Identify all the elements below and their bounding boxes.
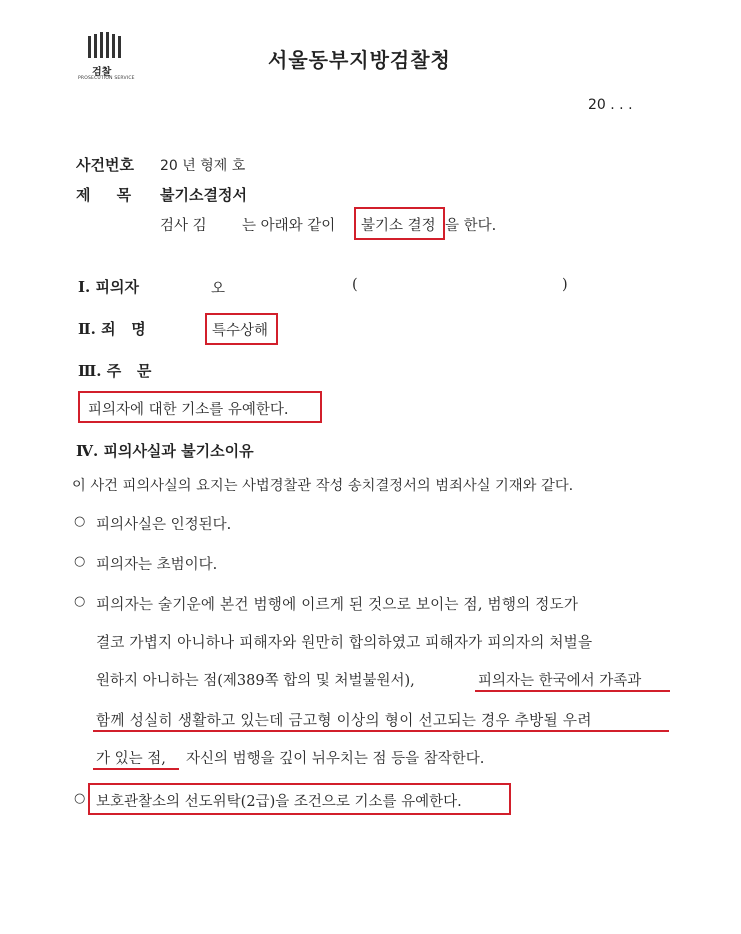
suspect-label: Ⅰ. 피의자 xyxy=(78,278,139,296)
logo-text: 검찰 xyxy=(92,67,112,78)
reasons-label: Ⅳ. 피의사실과 불기소이유 xyxy=(76,442,254,460)
reasons-intro: 이 사건 피의사실의 요지는 사법경찰관 작성 송치결정서의 범죄사실 기재와 같다. xyxy=(72,478,574,494)
bullet-icon: ○ xyxy=(74,594,86,609)
case-number-label: 사건번호 xyxy=(76,156,134,174)
reason-paragraph-line: 결코 가볍지 아니하나 피해자와 원만히 합의하였고 피해자가 피의자의 처벌을 xyxy=(96,634,593,651)
underline-highlight xyxy=(93,768,179,770)
bullet-icon: ○ xyxy=(74,514,86,529)
decision-highlight-box xyxy=(354,207,445,240)
charge-highlight-box xyxy=(205,313,278,345)
reason-paragraph-line-highlighted: 함께 성실히 생활하고 있는데 금고형 이상의 형이 선고되는 경우 추방될 우려 xyxy=(96,712,592,729)
order-highlight-box xyxy=(78,391,322,423)
document-date: 20 . . . xyxy=(588,97,633,113)
charge-value: 특수상해 xyxy=(212,323,269,339)
final-disposition: 보호관찰소의 선도위탁(2급)을 조건으로 기소를 유예한다. xyxy=(96,794,462,810)
underline-highlight xyxy=(93,730,669,732)
suspect-name: 오 xyxy=(211,281,226,297)
bullet-icon: ○ xyxy=(74,791,86,806)
logo-subtitle: PROSECUTION SERVICE xyxy=(78,76,135,81)
case-number-value: 20 년 형제 호 xyxy=(160,158,246,174)
intro-prefix: 검사 김 xyxy=(160,218,207,234)
bullet-icon: ○ xyxy=(74,554,86,569)
underline-highlight xyxy=(475,690,670,692)
reason-paragraph-line-highlighted: 가 있는 점, xyxy=(96,751,166,767)
subject-label: 제 목 xyxy=(76,186,132,204)
suspect-paren-open: ( xyxy=(352,277,358,293)
reason-paragraph-line: 피의자는 술기운에 본건 범행에 이르게 된 것으로 보이는 점, 범행의 정도가 xyxy=(96,596,579,613)
prosecution-logo xyxy=(78,30,138,85)
reason-item: 피의사실은 인정된다. xyxy=(96,517,232,533)
office-name: 서울동부지방검찰청 xyxy=(268,48,451,72)
intro-middle: 는 아래와 같이 xyxy=(242,218,336,234)
subject-value: 불기소결정서 xyxy=(160,186,247,204)
charge-label: Ⅱ. 죄 명 xyxy=(78,320,146,338)
suspect-paren-close: ) xyxy=(562,277,568,293)
intro-suffix: 을 한다. xyxy=(445,218,497,234)
reason-paragraph-line: 원하지 아니하는 점(제389쪽 합의 및 처벌불원서), xyxy=(96,673,415,689)
logo-bars-icon xyxy=(88,32,121,58)
order-label: Ⅲ. 주 문 xyxy=(78,362,152,380)
intro-highlight: 불기소 결정 xyxy=(361,218,436,234)
final-disposition-highlight-box xyxy=(88,783,511,815)
reason-paragraph-line: 자신의 범행을 깊이 뉘우치는 점 등을 참작한다. xyxy=(186,751,485,767)
reason-paragraph-line-highlighted: 피의자는 한국에서 가족과 xyxy=(478,673,642,689)
order-value: 피의자에 대한 기소를 유예한다. xyxy=(88,402,289,418)
reason-item: 피의자는 초범이다. xyxy=(96,557,218,573)
